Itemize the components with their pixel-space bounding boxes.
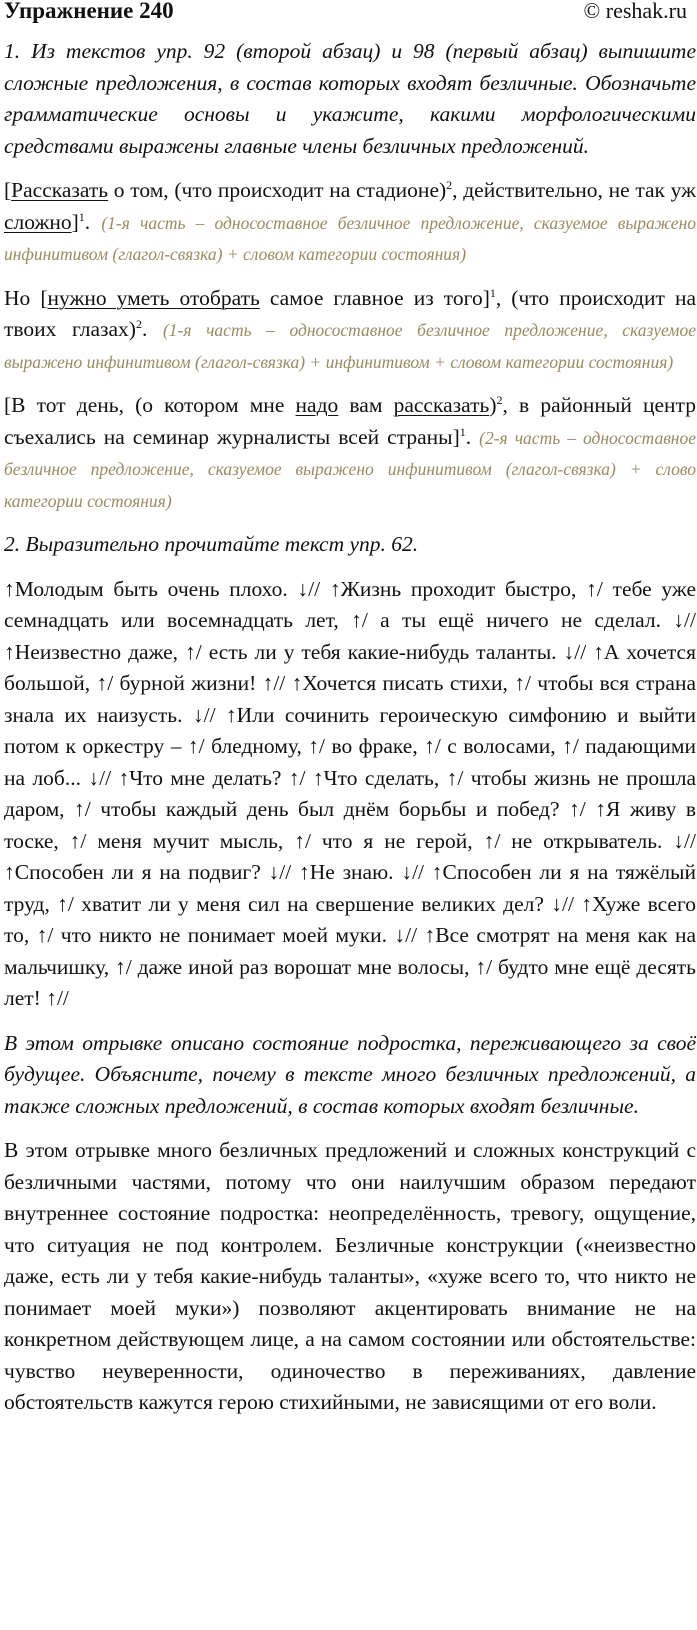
sentence-text: самое главное из того] bbox=[259, 285, 490, 310]
sentence-2 bbox=[4, 283, 696, 378]
intonation-marked-text: ↑Молодым быть очень плохо. ↓// ↑Жизнь проходит быстро, ↑/ тебе уже семнадцать или восемнадцать лет, ↑/ а ты ещё ничего не сделал. ↓// ↑Неизвестно даже, ↑/ есть ли у тебя какие-нибудь таланты. ↓// ↑А хочется большой, ↑/ бурной жизни! ↑// ↑Хочется писать стихи, ↑/ чтобы вся страна знала их наизусть. ↓// ↑Или сочинить героическую симфонию и выйти потом к оркестру – ↑/ бледному, ↑/ во фраке, ↑/ с волосами, ↑/ падающими на лоб... ↓// ↑Что мне делать? ↑/ ↑Что сделать, ↑/ чтобы жизнь не прошла даром, ↑/ чтобы каждый день был днём борьбы и побед? ↑/ ↑Я живу в тоске, ↑/ меня мучит мысль, ↑/ что я не герой, ↑/ не открыватель. ↓// ↑Способен ли я на подвиг? ↓// ↑Не знаю. ↓// ↑Способен ли я на тяжёлый труд, ↑/ хватит ли у меня сил на свершение великих дел? ↓// ↑Хуже всего то, ↑/ что никто не понимает моей муки. ↓// ↑Все смотрят на меня как на мальчишку, ↑/ даже иной раз ворошат мне волосы, ↑/ будто мне ещё десять лет! ↑// bbox=[4, 576, 696, 1010]
sentence-text: вам bbox=[338, 393, 394, 417]
grammar-note: (2-я часть – односоставное безличное предложение, сказуемое выражено инфинитивом (глагол-связка) + слово категории состояния) bbox=[4, 427, 696, 511]
page-header bbox=[0, 0, 697, 26]
part-number: 1 bbox=[78, 209, 85, 224]
part-number: 2 bbox=[496, 392, 503, 407]
task-1-text: 1. Из текстов упр. 92 (второй абзац) и 98 (первый абзац) выпишите сложные предложения, в состав которых входят безличные. Обозначьте грамматические основы и укажите, какими морфологическими средствами выражены главные члены безличных предложений. bbox=[4, 39, 696, 158]
part-number: 2 bbox=[135, 316, 142, 331]
sentence-text: о том, (что происходит на стадионе) bbox=[108, 178, 447, 202]
exercise-title: Упражнение 240 bbox=[4, 0, 174, 23]
predicate-underlined: надо bbox=[295, 393, 339, 417]
sentence-text: ] bbox=[71, 209, 79, 234]
site-watermark: © reshak.ru bbox=[583, 0, 687, 23]
exercise-content bbox=[4, 36, 696, 1432]
sentence-3 bbox=[4, 390, 696, 516]
answer-text: В этом отрывке много безличных предложений и сложных конструкций с безличными частями, потому что они наилучшим образом передают внутреннее состояние подростка: неопределённость, тревогу, ощущение, что ситуация не под контролем. Безличные конструкции («неизвестно даже, есть ли у тебя какие-нибудь таланты», «хуже всего то, что никто не понимает моей муки») позволяют акцентировать внимание не на конкретном действующем лице, а на самом состоянии или обстоятельстве: чувство неуверенности, одиночество в переживаниях, давление обстоятельств кажутся герою стихийными, не зависящими от его воли. bbox=[4, 1138, 696, 1414]
sentence-text: . bbox=[465, 424, 480, 449]
task-2-text: 2. Выразительно прочитайте текст упр. 62. bbox=[4, 532, 419, 556]
sentence-text: [В тот день, (о котором мне bbox=[4, 393, 296, 417]
task-3-text: В этом отрывке описано состояние подростка, переживающего за своё будущее. Объясните, почему в тексте много безличных предложений, а также сложных предложений, в состав которых входят безличные. bbox=[4, 1030, 696, 1118]
predicate-underlined: Рассказать bbox=[11, 178, 109, 202]
sentence-text: . bbox=[141, 317, 163, 341]
predicate-underlined: рассказать bbox=[393, 393, 490, 417]
sentence-text: [ bbox=[4, 178, 12, 202]
sentence-text: , (что происходит на твоих глазах) bbox=[4, 285, 697, 341]
sentence-1 bbox=[4, 175, 696, 270]
predicate-underlined: сложно bbox=[4, 209, 72, 234]
sentence-text: Но [ bbox=[4, 285, 48, 310]
part-number: 1 bbox=[459, 424, 466, 439]
part-number: 1 bbox=[489, 285, 496, 300]
sentence-text: , действительно, не так уж bbox=[452, 178, 696, 202]
sentence-text: . bbox=[84, 209, 102, 234]
part-number: 2 bbox=[446, 177, 453, 192]
grammar-note: (1-я часть – односоставное безличное предложение, сказуемое выражено инфинитивом (глагол-связка) + словом категории состояния) bbox=[4, 212, 697, 264]
grammar-note: (1-я часть – односоставное безличное предложение, сказуемое выражено инфинитивом (глагол-связка) + инфинитивом + словом категории состояния) bbox=[4, 320, 696, 372]
sentence-text: , в районный центр съехались на семинар журналисты всей страны] bbox=[4, 393, 696, 449]
sentence-text: ) bbox=[489, 393, 497, 417]
predicate-underlined: нужно уметь отобрать bbox=[47, 285, 260, 310]
